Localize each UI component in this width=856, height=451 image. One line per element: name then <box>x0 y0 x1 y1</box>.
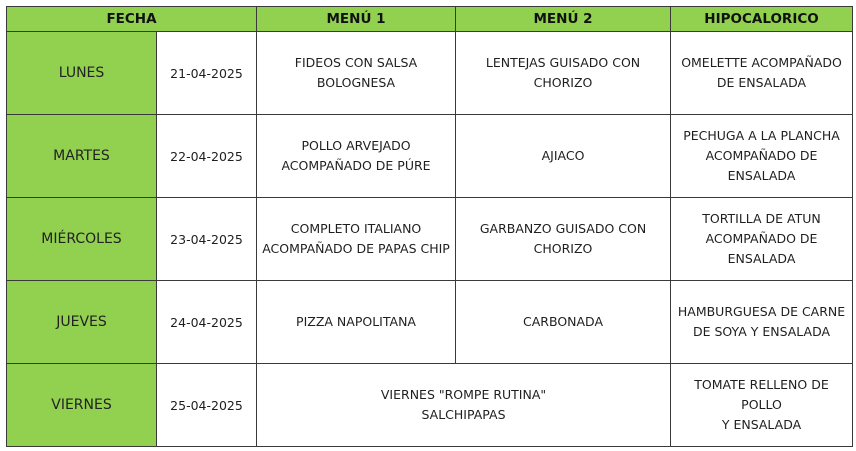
meal-text: GARBANZO GUISADO CON <box>479 221 647 236</box>
merged-menu-cell <box>257 364 671 447</box>
hipocalorico-cell <box>671 281 853 364</box>
meal-text: VIERNES "ROMPE RUTINA" <box>380 387 547 402</box>
menu-1-cell <box>257 115 456 198</box>
meal-text: DE SOYA Y ENSALADA <box>692 324 831 339</box>
menu-1-cell <box>257 198 456 281</box>
meal-text: LENTEJAS GUISADO CON CHORIZO <box>485 55 641 90</box>
meal-text: DE ENSALADA <box>716 75 807 90</box>
meal-text: POLLO ARVEJADO <box>301 138 411 153</box>
meal-text: AJIACO <box>541 148 585 163</box>
date-cell: 24-04-2025 <box>157 281 257 364</box>
menu-1-cell <box>257 32 456 115</box>
meal-text: PIZZA NAPOLITANA <box>296 314 416 329</box>
hipocalorico-cell <box>671 364 853 447</box>
header-hipocalorico: HIPOCALORICO <box>671 7 853 32</box>
meal-text: CHORIZO <box>533 241 593 256</box>
meal-text: PECHUGA A LA PLANCHA <box>683 128 840 143</box>
date-cell: 21-04-2025 <box>157 32 257 115</box>
table-row <box>7 364 853 447</box>
hipocalorico-cell <box>671 198 853 281</box>
meal-text: CARBONADA <box>523 314 604 329</box>
table-row <box>7 198 853 281</box>
menu-2-cell <box>456 198 671 281</box>
meal-text: HAMBURGUESA DE CARNE <box>677 304 846 319</box>
menu-1-cell <box>257 281 456 364</box>
meal-text: ACOMPAÑADO DE <box>705 148 818 163</box>
meal-text: BOLOGNESA <box>316 75 396 90</box>
table-row <box>7 281 853 364</box>
meal-text: ACOMPAÑADO DE PAPAS CHIP <box>262 241 450 256</box>
day-cell: LUNES <box>7 32 157 115</box>
table-row <box>7 32 853 115</box>
header-fecha: FECHA <box>7 7 257 32</box>
menu-2-cell <box>456 281 671 364</box>
day-cell: VIERNES <box>7 364 157 447</box>
table-row <box>7 115 853 198</box>
meal-text: COMPLETO ITALIANO <box>290 221 422 236</box>
hipocalorico-cell <box>671 115 853 198</box>
header-row <box>7 7 853 32</box>
day-cell: MIÉRCOLES <box>7 198 157 281</box>
day-cell: MARTES <box>7 115 157 198</box>
meal-text: ACOMPAÑADO DE PÚRE <box>281 158 431 173</box>
weekly-menu-table <box>6 6 853 447</box>
header-menu-1: MENÚ 1 <box>257 7 456 32</box>
meal-text: TORTILLA DE ATUN <box>702 211 821 226</box>
menu-2-cell <box>456 32 671 115</box>
header-menu-2: MENÚ 2 <box>456 7 671 32</box>
meal-text: SALCHIPAPAS <box>421 407 506 422</box>
menu-2-cell <box>456 115 671 198</box>
meal-text: ACOMPAÑADO DE <box>705 231 818 246</box>
meal-text: ENSALADA <box>727 168 796 183</box>
hipocalorico-cell <box>671 32 853 115</box>
meal-text: ENSALADA <box>727 251 796 266</box>
meal-text: TOMATE RELLENO DE POLLO <box>694 377 829 412</box>
meal-text: Y ENSALADA <box>721 417 802 432</box>
date-cell: 23-04-2025 <box>157 198 257 281</box>
day-cell: JUEVES <box>7 281 157 364</box>
date-cell: 25-04-2025 <box>157 364 257 447</box>
date-cell: 22-04-2025 <box>157 115 257 198</box>
meal-text: FIDEOS CON SALSA <box>294 55 418 70</box>
meal-text: OMELETTE ACOMPAÑADO <box>681 55 842 70</box>
